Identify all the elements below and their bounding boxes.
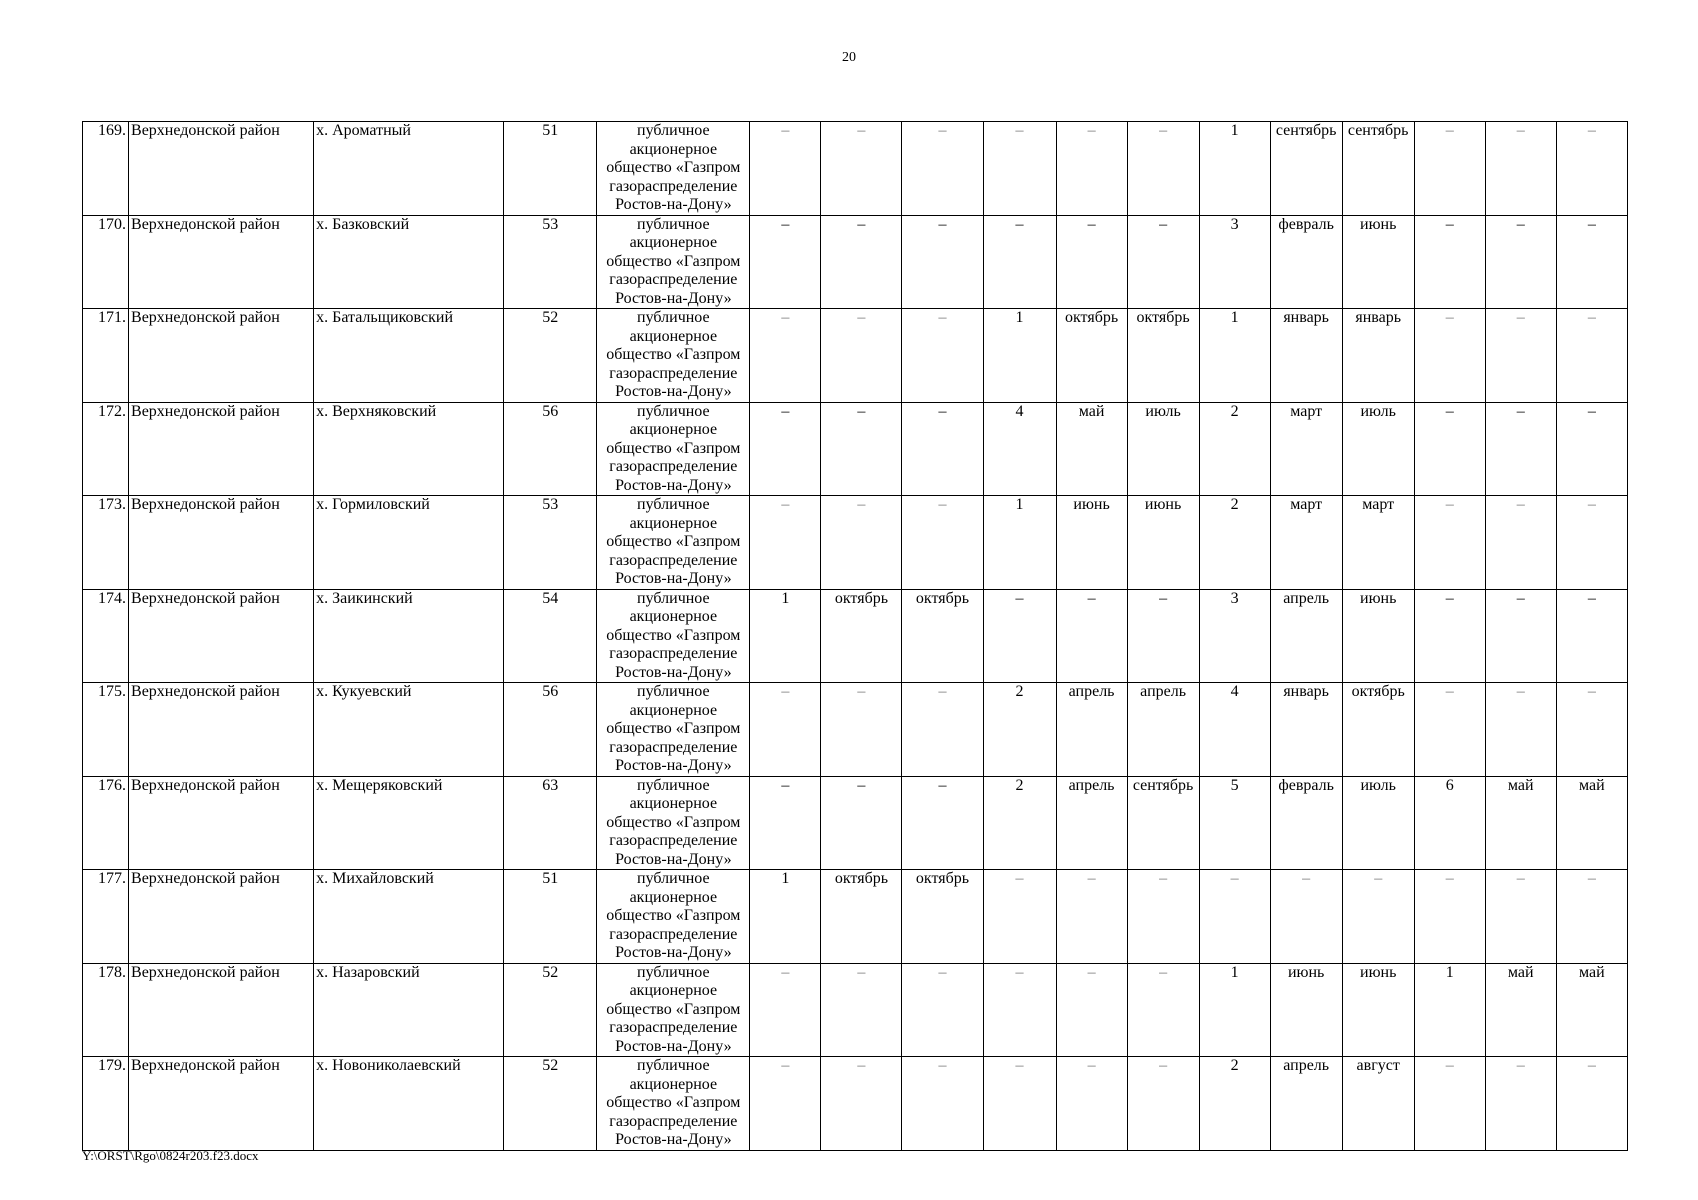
schedule-value-cell: –	[902, 309, 983, 403]
table-row	[83, 963, 1628, 1057]
schedule-value-cell: июнь	[1270, 963, 1342, 1057]
schedule-value-cell: 4	[983, 402, 1056, 496]
schedule-value-cell: –	[1414, 309, 1485, 403]
schedule-value-cell: –	[983, 870, 1056, 964]
schedule-value-cell: 2	[1199, 402, 1270, 496]
schedule-value-cell: –	[821, 309, 902, 403]
schedule-value-cell: –	[1556, 589, 1627, 683]
settlement-cell: х. Верхняковский	[314, 402, 504, 496]
schedule-value-cell: –	[1414, 589, 1485, 683]
district-cell: Верхнедонской район	[129, 870, 314, 964]
schedule-value-cell: июль	[1127, 402, 1199, 496]
schedule-value-cell: –	[902, 122, 983, 216]
count-cell: 51	[504, 122, 597, 216]
schedule-value-cell: март	[1342, 496, 1414, 590]
schedule-value-cell: –	[1485, 1057, 1556, 1151]
organization-cell: публичное акционерное общество «Газпром газораспределение Ростов-на-Дону»	[597, 683, 750, 777]
schedule-value-cell: 3	[1199, 215, 1270, 309]
schedule-value-cell: июнь	[1342, 589, 1414, 683]
row-number-cell: 176.	[83, 776, 129, 870]
schedule-value-cell: 1	[983, 496, 1056, 590]
schedule-value-cell: октябрь	[1342, 683, 1414, 777]
schedule-value-cell: –	[1556, 683, 1627, 777]
count-cell: 56	[504, 402, 597, 496]
district-cell: Верхнедонской район	[129, 683, 314, 777]
schedule-value-cell: –	[821, 215, 902, 309]
schedule-value-cell: 2	[1199, 1057, 1270, 1151]
row-number-cell: 170.	[83, 215, 129, 309]
schedule-value-cell: май	[1485, 963, 1556, 1057]
schedule-value-cell: –	[902, 1057, 983, 1151]
schedule-value-cell: –	[1556, 1057, 1627, 1151]
schedule-value-cell: октябрь	[1127, 309, 1199, 403]
schedule-value-cell: –	[1056, 589, 1127, 683]
district-cell: Верхнедонской район	[129, 122, 314, 216]
schedule-value-cell: –	[1556, 122, 1627, 216]
schedule-value-cell: –	[1556, 309, 1627, 403]
table-body	[83, 122, 1628, 1151]
schedule-value-cell: октябрь	[1056, 309, 1127, 403]
schedule-value-cell: апрель	[1056, 776, 1127, 870]
row-number-cell: 174.	[83, 589, 129, 683]
schedule-value-cell: –	[1414, 870, 1485, 964]
count-cell: 51	[504, 870, 597, 964]
schedule-value-cell: январь	[1342, 309, 1414, 403]
district-cell: Верхнедонской район	[129, 963, 314, 1057]
schedule-value-cell: сентябрь	[1342, 122, 1414, 216]
schedule-value-cell: –	[983, 963, 1056, 1057]
schedule-value-cell: март	[1270, 496, 1342, 590]
district-cell: Верхнедонской район	[129, 402, 314, 496]
table-row	[83, 402, 1628, 496]
schedule-value-cell: –	[1127, 589, 1199, 683]
schedule-value-cell: –	[1414, 1057, 1485, 1151]
settlement-cell: х. Гормиловский	[314, 496, 504, 590]
district-cell: Верхнедонской район	[129, 309, 314, 403]
schedule-value-cell: 1	[1199, 963, 1270, 1057]
schedule-value-cell: –	[1056, 963, 1127, 1057]
schedule-value-cell: май	[1485, 776, 1556, 870]
schedule-value-cell: –	[750, 402, 821, 496]
schedule-value-cell: 2	[983, 776, 1056, 870]
schedule-value-cell: –	[1485, 402, 1556, 496]
table-row	[83, 776, 1628, 870]
schedule-value-cell: –	[983, 122, 1056, 216]
district-cell: Верхнедонской район	[129, 589, 314, 683]
organization-cell: публичное акционерное общество «Газпром газораспределение Ростов-на-Дону»	[597, 776, 750, 870]
table-row	[83, 215, 1628, 309]
count-cell: 52	[504, 1057, 597, 1151]
schedule-value-cell: сентябрь	[1127, 776, 1199, 870]
schedule-value-cell: январь	[1270, 309, 1342, 403]
schedule-value-cell: –	[902, 496, 983, 590]
schedule-value-cell: –	[1485, 589, 1556, 683]
table-row	[83, 496, 1628, 590]
schedule-value-cell: февраль	[1270, 215, 1342, 309]
count-cell: 52	[504, 309, 597, 403]
schedule-value-cell: –	[983, 1057, 1056, 1151]
schedule-value-cell: –	[1485, 215, 1556, 309]
schedule-value-cell: –	[1342, 870, 1414, 964]
schedule-value-cell: 1	[983, 309, 1056, 403]
schedule-value-cell: –	[1556, 870, 1627, 964]
schedule-value-cell: –	[821, 1057, 902, 1151]
schedule-value-cell: февраль	[1270, 776, 1342, 870]
row-number-cell: 178.	[83, 963, 129, 1057]
schedule-value-cell: –	[1485, 496, 1556, 590]
schedule-value-cell: –	[1270, 870, 1342, 964]
count-cell: 53	[504, 215, 597, 309]
schedule-value-cell: –	[983, 215, 1056, 309]
schedule-value-cell: –	[1556, 402, 1627, 496]
schedule-value-cell: август	[1342, 1057, 1414, 1151]
schedule-value-cell: 4	[1199, 683, 1270, 777]
schedule-value-cell: –	[902, 776, 983, 870]
schedule-value-cell: 6	[1414, 776, 1485, 870]
schedule-value-cell: апрель	[1270, 589, 1342, 683]
organization-cell: публичное акционерное общество «Газпром газораспределение Ростов-на-Дону»	[597, 496, 750, 590]
schedule-value-cell: 3	[1199, 589, 1270, 683]
row-number-cell: 179.	[83, 1057, 129, 1151]
schedule-table	[82, 121, 1628, 1151]
schedule-value-cell: –	[1414, 402, 1485, 496]
page-number: 20	[842, 50, 856, 65]
schedule-value-cell: 1	[1414, 963, 1485, 1057]
schedule-value-cell: 2	[983, 683, 1056, 777]
schedule-value-cell: –	[1056, 215, 1127, 309]
schedule-value-cell: –	[821, 683, 902, 777]
schedule-value-cell: –	[1127, 1057, 1199, 1151]
schedule-value-cell: май	[1056, 402, 1127, 496]
schedule-value-cell: –	[1485, 309, 1556, 403]
count-cell: 56	[504, 683, 597, 777]
schedule-value-cell: 2	[1199, 496, 1270, 590]
schedule-value-cell: –	[1199, 870, 1270, 964]
schedule-value-cell: –	[821, 776, 902, 870]
schedule-value-cell: –	[1414, 683, 1485, 777]
table-row	[83, 309, 1628, 403]
table-row	[83, 589, 1628, 683]
district-cell: Верхнедонской район	[129, 496, 314, 590]
schedule-value-cell: –	[983, 589, 1056, 683]
schedule-value-cell: 1	[750, 589, 821, 683]
district-cell: Верхнедонской район	[129, 215, 314, 309]
count-cell: 54	[504, 589, 597, 683]
schedule-value-cell: июнь	[1342, 963, 1414, 1057]
schedule-value-cell: –	[1127, 215, 1199, 309]
schedule-value-cell: –	[750, 1057, 821, 1151]
settlement-cell: х. Базковский	[314, 215, 504, 309]
schedule-value-cell: –	[1414, 496, 1485, 590]
table-row	[83, 122, 1628, 216]
settlement-cell: х. Ароматный	[314, 122, 504, 216]
schedule-value-cell: –	[902, 963, 983, 1057]
count-cell: 63	[504, 776, 597, 870]
settlement-cell: х. Кукуевский	[314, 683, 504, 777]
schedule-value-cell: –	[750, 496, 821, 590]
schedule-value-cell: март	[1270, 402, 1342, 496]
schedule-value-cell: июнь	[1056, 496, 1127, 590]
organization-cell: публичное акционерное общество «Газпром газораспределение Ростов-на-Дону»	[597, 963, 750, 1057]
schedule-value-cell: апрель	[1270, 1057, 1342, 1151]
row-number-cell: 171.	[83, 309, 129, 403]
organization-cell: публичное акционерное общество «Газпром газораспределение Ростов-на-Дону»	[597, 215, 750, 309]
settlement-cell: х. Михайловский	[314, 870, 504, 964]
schedule-value-cell: –	[1485, 122, 1556, 216]
schedule-value-cell: –	[1127, 870, 1199, 964]
schedule-value-cell: –	[750, 122, 821, 216]
footer-file-path: Y:\ORST\Rgo\0824r203.f23.docx	[82, 1148, 259, 1163]
schedule-value-cell: июль	[1342, 402, 1414, 496]
schedule-value-cell: –	[1556, 496, 1627, 590]
schedule-value-cell: –	[902, 215, 983, 309]
row-number-cell: 172.	[83, 402, 129, 496]
settlement-cell: х. Новониколаевский	[314, 1057, 504, 1151]
schedule-value-cell: –	[1056, 870, 1127, 964]
row-number-cell: 169.	[83, 122, 129, 216]
schedule-value-cell: –	[821, 402, 902, 496]
schedule-value-cell: май	[1556, 776, 1627, 870]
settlement-cell: х. Мещеряковский	[314, 776, 504, 870]
table-row	[83, 1057, 1628, 1151]
schedule-value-cell: –	[1556, 215, 1627, 309]
district-cell: Верхнедонской район	[129, 776, 314, 870]
schedule-value-cell: –	[1127, 963, 1199, 1057]
schedule-value-cell: –	[750, 683, 821, 777]
schedule-value-cell: октябрь	[902, 589, 983, 683]
schedule-value-cell: –	[1056, 1057, 1127, 1151]
schedule-value-cell: 1	[750, 870, 821, 964]
settlement-cell: х. Назаровский	[314, 963, 504, 1057]
schedule-value-cell: –	[750, 776, 821, 870]
table-row	[83, 870, 1628, 964]
district-cell: Верхнедонской район	[129, 1057, 314, 1151]
table-row	[83, 683, 1628, 777]
schedule-value-cell: октябрь	[821, 870, 902, 964]
organization-cell: публичное акционерное общество «Газпром газораспределение Ростов-на-Дону»	[597, 309, 750, 403]
organization-cell: публичное акционерное общество «Газпром газораспределение Ростов-на-Дону»	[597, 870, 750, 964]
schedule-value-cell: –	[821, 122, 902, 216]
settlement-cell: х. Батальщиковский	[314, 309, 504, 403]
schedule-value-cell: сентябрь	[1270, 122, 1342, 216]
organization-cell: публичное акционерное общество «Газпром газораспределение Ростов-на-Дону»	[597, 402, 750, 496]
row-number-cell: 177.	[83, 870, 129, 964]
schedule-value-cell: –	[750, 963, 821, 1057]
schedule-value-cell: 5	[1199, 776, 1270, 870]
schedule-value-cell: июль	[1342, 776, 1414, 870]
schedule-value-cell: –	[750, 309, 821, 403]
schedule-value-cell: апрель	[1056, 683, 1127, 777]
schedule-value-cell: июнь	[1127, 496, 1199, 590]
schedule-value-cell: –	[1485, 870, 1556, 964]
settlement-cell: х. Заикинский	[314, 589, 504, 683]
schedule-value-cell: апрель	[1127, 683, 1199, 777]
row-number-cell: 173.	[83, 496, 129, 590]
schedule-value-cell: 1	[1199, 122, 1270, 216]
schedule-value-cell: январь	[1270, 683, 1342, 777]
schedule-value-cell: –	[1127, 122, 1199, 216]
schedule-value-cell: –	[750, 215, 821, 309]
schedule-value-cell: –	[821, 963, 902, 1057]
schedule-value-cell: май	[1556, 963, 1627, 1057]
organization-cell: публичное акционерное общество «Газпром газораспределение Ростов-на-Дону»	[597, 122, 750, 216]
organization-cell: публичное акционерное общество «Газпром газораспределение Ростов-на-Дону»	[597, 1057, 750, 1151]
schedule-value-cell: –	[902, 683, 983, 777]
schedule-value-cell: 1	[1199, 309, 1270, 403]
schedule-value-cell: октябрь	[902, 870, 983, 964]
schedule-value-cell: октябрь	[821, 589, 902, 683]
schedule-value-cell: –	[1485, 683, 1556, 777]
schedule-value-cell: –	[1414, 215, 1485, 309]
organization-cell: публичное акционерное общество «Газпром газораспределение Ростов-на-Дону»	[597, 589, 750, 683]
schedule-value-cell: –	[1056, 122, 1127, 216]
schedule-value-cell: –	[821, 496, 902, 590]
schedule-value-cell: –	[902, 402, 983, 496]
schedule-value-cell: –	[1414, 122, 1485, 216]
schedule-value-cell: июнь	[1342, 215, 1414, 309]
count-cell: 52	[504, 963, 597, 1057]
row-number-cell: 175.	[83, 683, 129, 777]
count-cell: 53	[504, 496, 597, 590]
